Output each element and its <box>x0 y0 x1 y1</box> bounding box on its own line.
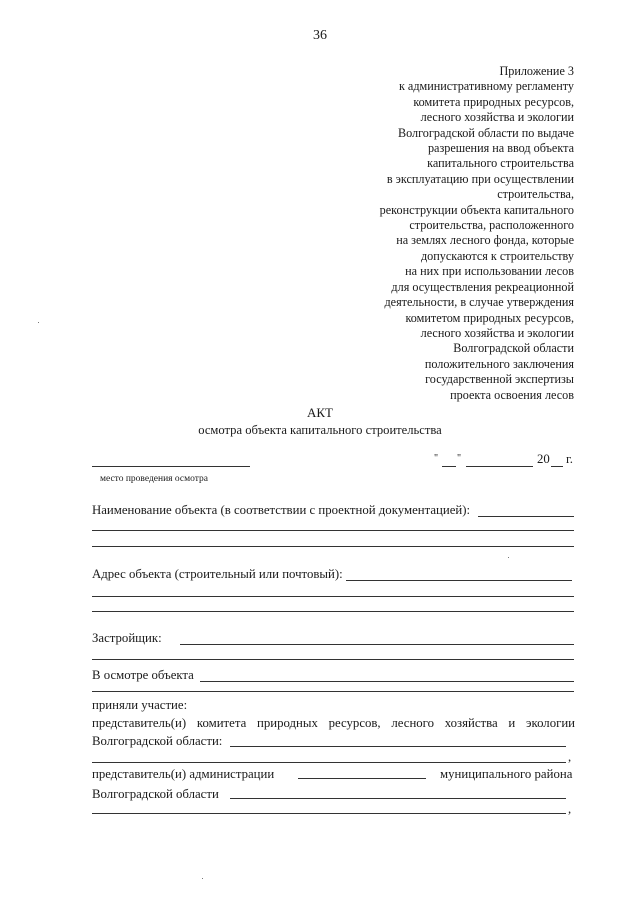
object-name-field-line[interactable] <box>92 530 574 531</box>
developer-field-line[interactable] <box>180 644 574 645</box>
page-number: 36 <box>313 28 327 43</box>
rep-word: лесного <box>391 716 435 730</box>
appendix-line: Волгоградской области по выдаче <box>397 125 574 140</box>
date-close-quote: " <box>457 453 462 464</box>
inspection-label: В осмотре объекта <box>92 668 194 682</box>
appendix-line: комитета природных ресурсов, <box>413 94 574 109</box>
admin-rep-label: представитель(и) администрации <box>92 767 275 781</box>
date-open-quote: " <box>434 453 439 464</box>
address-label: Адрес объекта (строительный или почтовый): <box>92 567 343 581</box>
month-field-line[interactable] <box>466 466 533 467</box>
appendix-line: реконструкции объекта капитального <box>379 202 574 217</box>
appendix-line: строительства, расположенного <box>409 218 574 233</box>
committee-rep-field-line[interactable] <box>92 762 566 763</box>
year-field-line[interactable] <box>551 466 563 467</box>
admin-name-field-line[interactable] <box>298 778 426 779</box>
appendix-header <box>274 64 574 403</box>
object-name-field-line[interactable] <box>478 516 574 517</box>
appendix-line: на них при использовании лесов <box>405 264 574 279</box>
document-title: АКТ <box>307 405 333 420</box>
participants-label: приняли участие: <box>92 698 188 712</box>
appendix-line: капитального строительства <box>427 156 574 171</box>
comma: , <box>568 750 572 764</box>
scan-speck <box>508 557 509 558</box>
appendix-line: в эксплуатацию при осуществлении <box>386 171 574 186</box>
admin-rep-field-line[interactable] <box>230 798 566 799</box>
object-name-field-line[interactable] <box>92 546 574 547</box>
appendix-line: лесного хозяйства и экологии <box>420 110 574 125</box>
place-field-line[interactable] <box>92 466 250 467</box>
appendix-line: государственной экспертизы <box>425 372 574 387</box>
appendix-line: положительного заключения <box>424 356 574 371</box>
inspection-field-line[interactable] <box>92 691 574 692</box>
volgograd-region-label: Волгоградской области <box>92 787 219 801</box>
object-name-label: Наименование объекта (в соответствии с проектной документацией): <box>92 503 471 517</box>
address-field-line[interactable] <box>92 596 574 597</box>
rep-word: ресурсов, <box>328 716 381 730</box>
place-caption: место проведения осмотра <box>100 474 208 484</box>
developer-field-line[interactable] <box>92 659 574 660</box>
appendix-line: Волгоградской области <box>453 341 574 356</box>
rep-word: хозяйства <box>444 716 498 730</box>
appendix-line: деятельности, в случае утверждения <box>384 295 574 310</box>
rep-word: экологии <box>526 716 576 730</box>
day-field-line[interactable] <box>442 466 456 467</box>
developer-label: Застройщик: <box>92 631 162 645</box>
committee-rep-line <box>92 716 575 731</box>
appendix-line: допускаются к строительству <box>420 248 574 263</box>
appendix-line: проекта освоения лесов <box>450 387 574 402</box>
appendix-line: к административному регламенту <box>398 79 574 94</box>
inspection-field-line[interactable] <box>200 681 574 682</box>
appendix-line: на землях лесного фонда, которые <box>396 233 574 248</box>
scan-speck <box>38 322 39 323</box>
year-suffix: г. <box>566 452 574 466</box>
year-prefix: 20 <box>537 452 550 466</box>
appendix-line: для осуществления рекреационной <box>391 279 574 294</box>
appendix-line: комитетом природных ресурсов, <box>405 310 574 325</box>
appendix-line: разрешения на ввод объекта <box>427 141 574 156</box>
document-subtitle: осмотра объекта капитального строительства <box>198 423 442 437</box>
scan-speck <box>202 878 203 879</box>
appendix-line: строительства, <box>497 187 574 202</box>
municipal-district-label: муниципального района <box>440 767 573 781</box>
appendix-line: Приложение 3 <box>499 64 574 78</box>
committee-rep-field-line[interactable] <box>230 746 566 747</box>
comma: , <box>568 802 572 816</box>
address-field-line[interactable] <box>92 611 574 612</box>
volgograd-region-label: Волгоградской области: <box>92 734 223 748</box>
rep-word: и <box>508 716 516 730</box>
address-field-line[interactable] <box>346 580 572 581</box>
rep-word: комитета <box>196 716 247 730</box>
appendix-line: лесного хозяйства и экологии <box>420 325 574 340</box>
rep-word: природных <box>256 716 318 730</box>
rep-word: представитель(и) <box>92 716 187 730</box>
admin-rep-field-line[interactable] <box>92 813 566 814</box>
